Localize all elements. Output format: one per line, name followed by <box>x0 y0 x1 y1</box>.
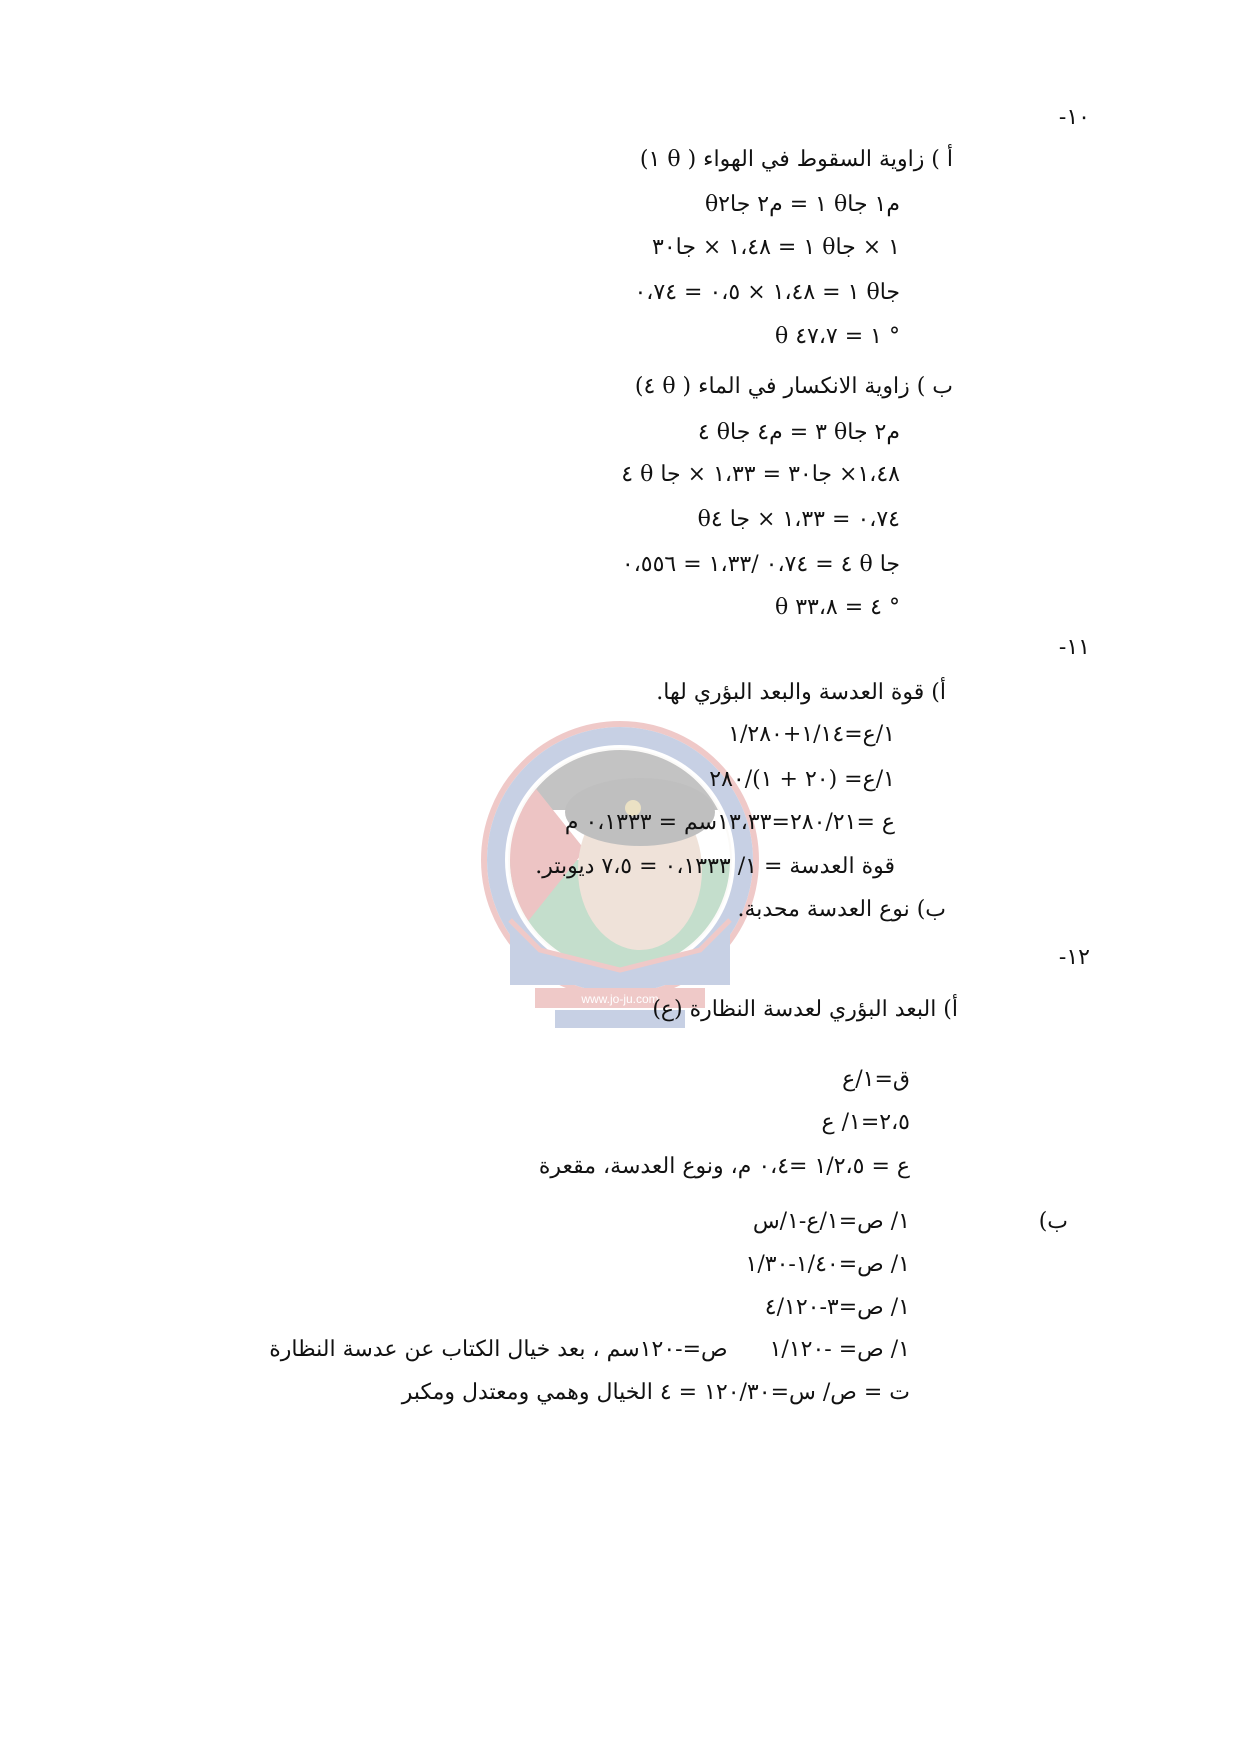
q11-part-b-title: ب) نوع العدسة محدبة. <box>737 897 946 922</box>
q10-a-line-2: ١ × جاθ ١ = ١،٤٨ × جا٣٠ <box>652 235 900 260</box>
q10-part-a-title: أ ) زاوية السقوط في الهواء ( θ ١) <box>639 147 953 172</box>
q12-a-line-2: ٢،٥=١/ ع <box>821 1110 910 1135</box>
q12-b-line-2: ١/ ص=١/٤٠-١/٣٠ <box>745 1252 910 1277</box>
watermark-footer-text: www.jo-ju.com <box>581 992 659 1006</box>
q11-part-a-title: أ) قوة العدسة والبعد البؤري لها. <box>656 680 946 705</box>
q12-a-line-3: ع = ١/٢،٥ =٠،٤ م، ونوع العدسة، مقعرة <box>538 1154 910 1179</box>
q10-b-line-5: θ ٤ = ٣٣،٨ ° <box>774 595 900 620</box>
q10-b-line-3: ٠،٧٤ = ١،٣٣ × جا θ٤ <box>697 507 900 532</box>
q10-a-line-1: م١ جاθ ١ = م٢ جاθ٢ <box>704 192 900 217</box>
q11-a-line-1: ١/ع=١/١٤+١/٢٨٠ <box>728 722 895 747</box>
q10-b-line-1: م٢ جاθ ٣ = م٤ جاθ ٤ <box>697 420 900 445</box>
question-10-number: -١٠ <box>1058 105 1090 130</box>
q12-part-a-title: أ) البعد البؤري لعدسة النظارة (ع) <box>652 997 958 1022</box>
q11-a-line-3: ع =٢٨٠/٢١=١٣،٣٣سم = ٠،١٣٣٣ م <box>564 810 895 835</box>
q12-b-line-3: ١/ ص=٣-٤/١٢٠ <box>764 1295 910 1320</box>
q10-a-line-3: جاθ ١ = ١،٤٨ × ٠،٥ = ٠،٧٤ <box>634 280 900 305</box>
question-12-number: -١٢ <box>1058 945 1090 970</box>
q10-b-line-4: جا θ ٤ = ٠،٧٤ /١،٣٣ = ٠،٥٥٦ <box>621 552 900 577</box>
q12-part-b-label: ب) <box>1038 1209 1068 1234</box>
q10-b-line-2: ١،٤٨× جا٣٠ = ١،٣٣ × جا θ ٤ <box>621 462 900 487</box>
q12-b-line-1: ١/ ص=١/ع-١/س <box>752 1209 910 1234</box>
q12-b-line-4: ١/ ص= -١/١٢٠ ص=-١٢٠سم ، بعد خيال الكتاب عن عدسة النظارة <box>269 1337 910 1362</box>
q10-a-line-4: θ ١ = ٤٧،٧ ° <box>774 324 900 349</box>
q12-b-line-5: ت = ص/ س=١٢٠/٣٠ = ٤ الخيال وهمي ومعتدل ومكبر <box>401 1380 910 1405</box>
q11-a-line-2: ١/ع= (٢٠ + ١)/٢٨٠ <box>709 767 895 792</box>
question-11-number: -١١ <box>1058 635 1090 660</box>
q11-a-line-4: قوة العدسة = ١/ ٠،١٣٣٣ = ٧،٥ ديوبتر. <box>535 854 895 879</box>
q12-a-line-1: ق=١/ع <box>842 1067 910 1092</box>
q10-part-b-title: ب ) زاوية الانكسار في الماء ( θ ٤) <box>634 374 953 399</box>
